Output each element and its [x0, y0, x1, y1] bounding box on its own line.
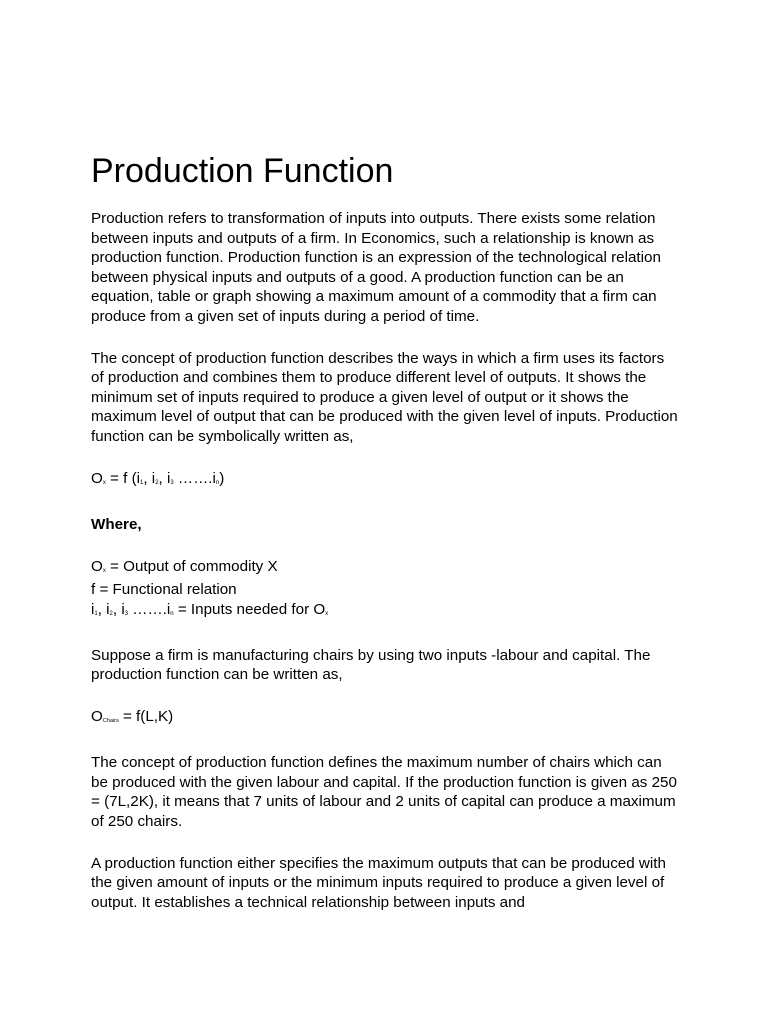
def-subscript-n: n — [170, 610, 174, 617]
def-subscript-3: 3 — [124, 610, 129, 617]
def-comma-2: , i — [112, 600, 125, 618]
formula-close: ) — [219, 469, 225, 487]
formula-dots: …….i — [173, 469, 216, 487]
formula-eq-open: = f (i — [105, 469, 141, 487]
paragraph-technical: A production function either specifies the maximum outputs that can be produced with the given amount of inputs or the minimum inputs required to produce a given level of output. It establishes a technical relationship between inputs and — [91, 854, 666, 911]
formula-o: O — [91, 469, 103, 487]
def-dots: …….i — [128, 600, 171, 618]
formula-subscript-n: n — [215, 479, 220, 486]
definition-inputs — [91, 600, 681, 624]
definition-output — [91, 557, 681, 581]
formula-subscript-1: 1 — [140, 479, 144, 486]
def-output-text: = Output of commodity X — [105, 557, 278, 575]
definition-function: f = Functional relation — [91, 581, 237, 598]
def-comma-1: , i — [97, 600, 110, 618]
formula-subscript-2: 2 — [155, 479, 159, 486]
paragraph-chairs: Suppose a firm is manufacturing chairs by using two inputs -labour and capital. The production function can be written as, — [91, 646, 651, 683]
definitions-list — [91, 557, 681, 624]
document-body — [91, 209, 681, 912]
formula-x-subscript: x — [102, 479, 106, 486]
def-subscript-2: 2 — [109, 610, 113, 617]
formula-comma-1: , i — [143, 469, 156, 487]
def-inputs-text: = Inputs needed for O — [173, 600, 326, 618]
paragraph-intro: Production refers to transformation of inputs into outputs. There exists some relation between inputs and outputs of a firm. In Economics, such a relationship is known as production function. Production function is an expression of the technological relation between physical inputs and outputs of a good. A production function can be an equation, table or graph showing a maximum amount of a commodity that a firm can produce from a given set of inputs during a period of time. — [91, 210, 661, 325]
formula-chairs — [91, 707, 681, 731]
paragraph-example: The concept of production function defines the maximum number of chairs which can be produced with the given labour and capital. If the production function is given as 250 = (7L,2K), it means that 7 units of labour and 2 units of capital can produce a maximum of 250 chairs. — [91, 754, 677, 830]
paragraph-concept: The concept of production function describes the ways in which a firm uses its factors of production and combines them to produce different level of outputs. It shows the minimum set of inputs required to produce a given level of output or it shows the maximum level of output that can be produced with the given level of inputs. Production function can be symbolically written as, — [91, 349, 678, 445]
formula-production-function — [91, 469, 681, 493]
page-title: Production Function — [91, 152, 394, 190]
formula2-o: O — [91, 708, 103, 725]
formula-subscript-3: 3 — [170, 479, 174, 486]
def-x-subscript: x — [102, 567, 106, 574]
formula2-chairs-subscript: Chairs — [102, 718, 119, 724]
formula2-rest: = f(L,K) — [118, 708, 174, 725]
def-i: i — [91, 600, 95, 618]
where-label: Where, — [91, 515, 142, 533]
def-inputs-x-subscript: x — [325, 610, 329, 617]
def-o: O — [91, 557, 103, 575]
formula-comma-2: , i — [158, 469, 171, 487]
def-subscript-1: 1 — [94, 610, 98, 617]
